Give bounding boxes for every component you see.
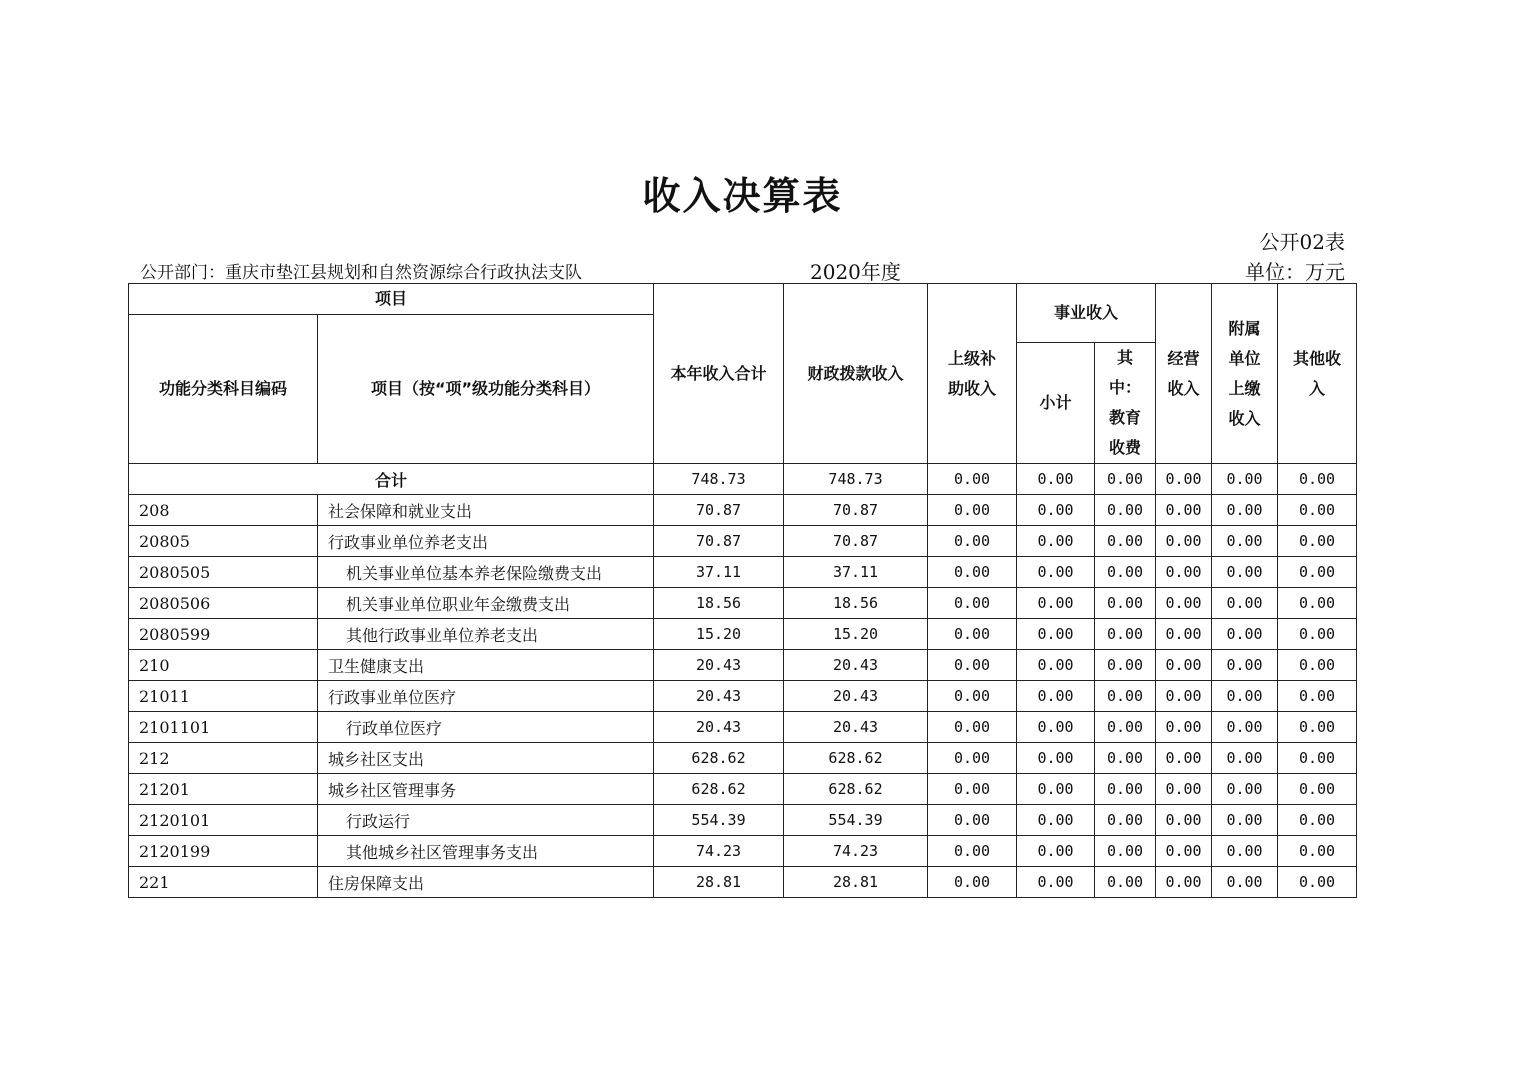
row-value: 0.00 [1017,526,1095,557]
row-value: 20.43 [784,681,928,712]
row-value: 74.23 [654,836,784,867]
fiscal-year: 2020年度 [810,260,901,284]
row-value: 0.00 [1017,681,1095,712]
row-value: 0.00 [1095,588,1156,619]
row-value: 28.81 [654,867,784,898]
table-row [129,743,1357,774]
total-value: 0.00 [1017,464,1095,495]
row-value: 0.00 [1156,805,1212,836]
row-value: 0.00 [1017,619,1095,650]
row-value: 0.00 [1278,805,1357,836]
table-row [129,681,1357,712]
row-value: 37.11 [784,557,928,588]
row-code: 212 [129,743,318,774]
row-value: 20.43 [784,650,928,681]
total-value: 0.00 [1212,464,1278,495]
row-value: 70.87 [654,526,784,557]
row-value: 0.00 [1156,495,1212,526]
row-name: 行政事业单位医疗 [318,681,654,712]
total-value: 0.00 [928,464,1017,495]
row-value: 70.87 [784,526,928,557]
row-value: 0.00 [1156,774,1212,805]
row-value: 0.00 [1212,557,1278,588]
row-value: 70.87 [654,495,784,526]
row-value: 0.00 [928,712,1017,743]
row-value: 0.00 [928,867,1017,898]
table-row [129,774,1357,805]
row-value: 0.00 [1212,681,1278,712]
row-value: 0.00 [1278,774,1357,805]
row-value: 0.00 [1278,867,1357,898]
table-row [129,867,1357,898]
row-name: 机关事业单位职业年金缴费支出 [318,588,654,619]
row-name: 住房保障支出 [318,867,654,898]
header-operating: 经营收入 [1156,284,1212,464]
row-value: 0.00 [1156,619,1212,650]
row-code: 208 [129,495,318,526]
row-code: 2101101 [129,712,318,743]
row-name: 城乡社区支出 [318,743,654,774]
row-name: 行政单位医疗 [318,712,654,743]
table-row [129,619,1357,650]
row-value: 15.20 [784,619,928,650]
row-value: 0.00 [1212,867,1278,898]
table-row [129,526,1357,557]
row-name: 社会保障和就业支出 [318,495,654,526]
row-value: 0.00 [928,836,1017,867]
row-name: 其他行政事业单位养老支出 [318,619,654,650]
row-value: 0.00 [928,743,1017,774]
row-value: 0.00 [1156,743,1212,774]
row-code: 210 [129,650,318,681]
row-value: 0.00 [1278,557,1357,588]
row-value: 0.00 [928,495,1017,526]
row-value: 554.39 [784,805,928,836]
row-value: 0.00 [1095,681,1156,712]
department-label: 公开部门：重庆市垫江县规划和自然资源综合行政执法支队 [140,263,582,283]
row-value: 0.00 [1095,712,1156,743]
row-value: 0.00 [1156,867,1212,898]
row-value: 0.00 [1017,557,1095,588]
row-value: 18.56 [654,588,784,619]
row-value: 0.00 [1278,526,1357,557]
header-other: 其他收入 [1278,284,1357,464]
row-code: 2080505 [129,557,318,588]
row-value: 0.00 [1278,588,1357,619]
row-value: 0.00 [928,588,1017,619]
row-value: 0.00 [1212,526,1278,557]
row-value: 0.00 [928,526,1017,557]
total-value: 0.00 [1156,464,1212,495]
form-number: 公开02表 [1259,230,1345,254]
table-row [129,588,1357,619]
row-value: 0.00 [1017,867,1095,898]
row-value: 0.00 [928,557,1017,588]
row-value: 628.62 [784,774,928,805]
row-value: 628.62 [784,743,928,774]
total-label: 合计 [129,464,654,495]
income-table [128,283,1357,898]
row-value: 0.00 [1212,712,1278,743]
total-value: 0.00 [1095,464,1156,495]
row-value: 37.11 [654,557,784,588]
header-affiliated: 附属单位上缴收入 [1212,284,1278,464]
row-code: 21011 [129,681,318,712]
row-value: 0.00 [1212,588,1278,619]
row-value: 74.23 [784,836,928,867]
row-value: 0.00 [1017,743,1095,774]
table-row [129,836,1357,867]
header-total: 本年收入合计 [654,284,784,464]
row-value: 0.00 [1156,681,1212,712]
row-value: 70.87 [784,495,928,526]
row-code: 20805 [129,526,318,557]
row-value: 0.00 [1212,774,1278,805]
row-value: 18.56 [784,588,928,619]
row-value: 0.00 [1156,588,1212,619]
total-value: 0.00 [1278,464,1357,495]
row-value: 0.00 [1017,774,1095,805]
row-value: 0.00 [928,774,1017,805]
row-code: 2120101 [129,805,318,836]
row-code: 2080599 [129,619,318,650]
row-value: 628.62 [654,774,784,805]
row-value: 0.00 [1017,712,1095,743]
row-value: 0.00 [1278,743,1357,774]
page-title: 收入决算表 [642,174,843,218]
row-value: 0.00 [1212,836,1278,867]
row-value: 0.00 [1095,774,1156,805]
row-value: 0.00 [1095,743,1156,774]
row-value: 0.00 [1278,495,1357,526]
row-value: 20.43 [654,650,784,681]
total-row [129,464,1357,495]
header-name: 项目（按“项”级功能分类科目） [318,315,654,464]
row-code: 21201 [129,774,318,805]
row-value: 0.00 [1278,836,1357,867]
header-superior: 上级补助收入 [928,284,1017,464]
row-value: 0.00 [1095,526,1156,557]
row-value: 0.00 [1156,650,1212,681]
header-code: 功能分类科目编码 [129,315,318,464]
table-row [129,495,1357,526]
row-value: 20.43 [654,712,784,743]
row-value: 0.00 [928,805,1017,836]
row-value: 0.00 [1212,650,1278,681]
row-code: 2120199 [129,836,318,867]
row-value: 0.00 [1212,495,1278,526]
header-project: 项目 [129,284,654,315]
table-row [129,805,1357,836]
total-value: 748.73 [654,464,784,495]
row-value: 0.00 [1017,805,1095,836]
row-value: 0.00 [1017,650,1095,681]
row-value: 0.00 [1156,712,1212,743]
row-value: 0.00 [1212,805,1278,836]
header-edu: 其中：教育收费 [1095,343,1156,464]
row-value: 0.00 [1095,495,1156,526]
row-value: 0.00 [1156,526,1212,557]
row-value: 0.00 [1095,805,1156,836]
row-value: 0.00 [1017,588,1095,619]
row-name: 其他城乡社区管理事务支出 [318,836,654,867]
row-name: 卫生健康支出 [318,650,654,681]
table-row [129,712,1357,743]
row-value: 0.00 [1095,650,1156,681]
row-value: 15.20 [654,619,784,650]
row-value: 0.00 [1278,712,1357,743]
row-value: 0.00 [1095,619,1156,650]
row-value: 0.00 [1095,836,1156,867]
row-value: 0.00 [928,681,1017,712]
row-value: 20.43 [784,712,928,743]
row-value: 0.00 [1017,495,1095,526]
total-value: 748.73 [784,464,928,495]
header-business: 事业收入 [1017,284,1156,343]
row-value: 0.00 [1212,743,1278,774]
header-subtotal: 小计 [1017,343,1095,464]
row-name: 机关事业单位基本养老保险缴费支出 [318,557,654,588]
header-fiscal: 财政拨款收入 [784,284,928,464]
row-code: 2080506 [129,588,318,619]
unit-label: 单位：万元 [1245,260,1345,284]
row-code: 221 [129,867,318,898]
row-name: 城乡社区管理事务 [318,774,654,805]
row-value: 0.00 [1095,557,1156,588]
row-value: 0.00 [928,619,1017,650]
row-value: 0.00 [928,650,1017,681]
row-value: 28.81 [784,867,928,898]
row-value: 0.00 [1095,867,1156,898]
row-value: 554.39 [654,805,784,836]
row-value: 0.00 [1156,836,1212,867]
row-value: 0.00 [1278,619,1357,650]
row-value: 0.00 [1156,557,1212,588]
row-value: 0.00 [1278,650,1357,681]
row-value: 20.43 [654,681,784,712]
row-value: 0.00 [1017,836,1095,867]
row-name: 行政事业单位养老支出 [318,526,654,557]
row-value: 628.62 [654,743,784,774]
row-value: 0.00 [1212,619,1278,650]
row-value: 0.00 [1278,681,1357,712]
table-row [129,650,1357,681]
table-row [129,557,1357,588]
row-name: 行政运行 [318,805,654,836]
